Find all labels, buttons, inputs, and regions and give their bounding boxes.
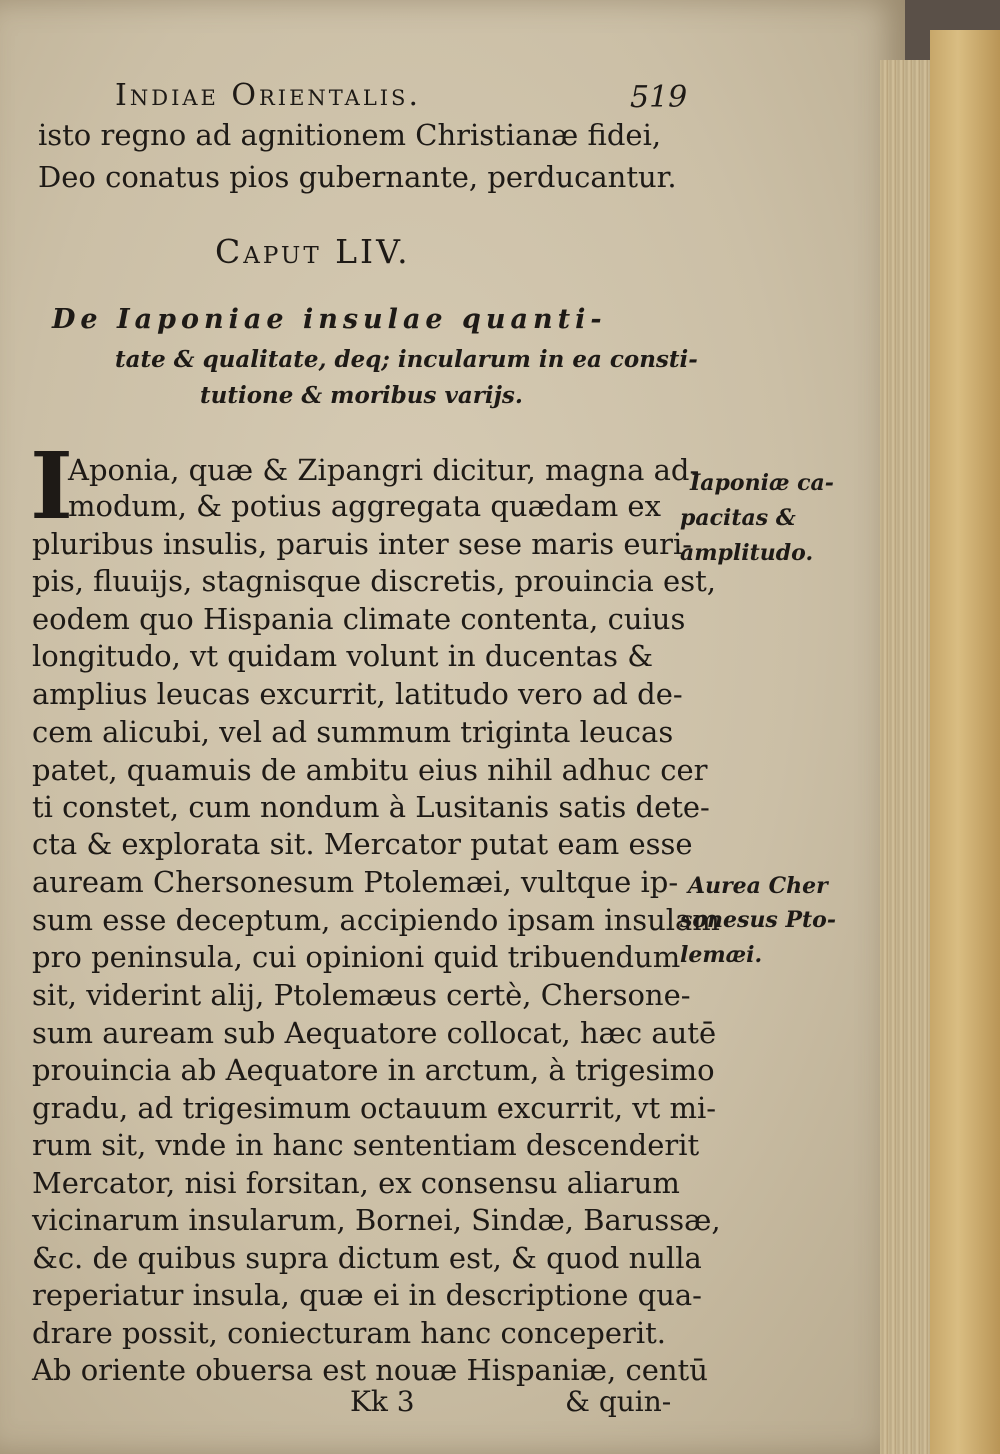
body-line: Mercator, nisi forsitan, ex consensu aliarum: [32, 1166, 680, 1200]
body-line: pis, fluuijs, stagnisque discretis, prouincia est,: [32, 564, 716, 598]
body-line: prouincia ab Aequatore in arctum, à trigesimo: [32, 1053, 715, 1087]
body-line: pro peninsula, cui opinioni quid tribuendum: [32, 940, 681, 974]
body-line: longitudo, vt quidam volunt in ducentas &: [32, 639, 654, 673]
margin-note: amplitudo.: [680, 540, 814, 566]
body-line: vicinarum insularum, Bornei, Sindæ, Barussæ,: [32, 1203, 721, 1237]
margin-note: Iaponiæ ca-: [690, 470, 834, 496]
body-line: pluribus insulis, paruis inter sese maris euri-: [32, 527, 693, 561]
body-line: ti constet, cum nondum à Lusitanis satis dete-: [32, 790, 710, 824]
heading-line-1: De Iaponiae insulae quanti-: [52, 304, 607, 335]
heading-line-3: tutione & moribus varijs.: [200, 382, 523, 409]
body-line: drare possit, coniecturam hanc conceperit.: [32, 1316, 666, 1350]
body-line: sum auream sub Aequatore collocat, hæc autē: [32, 1016, 717, 1050]
margin-note: sonesus Pto-: [680, 907, 836, 933]
body-line: auream Chersonesum Ptolemæi, vultque ip-: [32, 865, 679, 899]
body-line: Ab oriente obuersa est nouæ Hispaniæ, centū: [32, 1353, 708, 1387]
chapter-title: Caput LIV.: [215, 232, 411, 271]
body-line: rum sit, vnde in hanc sententiam descenderit: [32, 1128, 700, 1162]
body-line: patet, quamuis de ambitu eius nihil adhuc cer: [32, 753, 708, 787]
body-line: sum esse deceptum, accipiendo ipsam insulam: [32, 903, 720, 937]
body-line: cta & explorata sit. Mercator putat eam esse: [32, 827, 693, 861]
margin-note: lemæi.: [680, 942, 763, 968]
book-spine: [930, 30, 1000, 1454]
body-line: sit, viderint alij, Ptolemæus certè, Chersone-: [32, 978, 691, 1012]
catchword: & quin-: [565, 1385, 672, 1418]
drop-cap: I: [30, 432, 74, 540]
heading-line-2: tate & qualitate, deq; incularum in ea consti-: [115, 346, 698, 373]
body-line: Aponia, quæ & Zipangri dicitur, magna ad-: [68, 453, 700, 487]
body-line: amplius leucas excurrit, latitudo vero ad de-: [32, 677, 683, 711]
body-line: modum, & potius aggregata quædam ex: [68, 489, 661, 523]
body-line: cem alicubi, vel ad summum triginta leucas: [32, 715, 674, 749]
body-line: gradu, ad trigesimum octauum excurrit, vt mi-: [32, 1091, 717, 1125]
page-number: 519: [630, 80, 688, 115]
intro-line-2: Deo conatus pios gubernante, perducantur.: [38, 160, 677, 194]
running-head: Indiae Orientalis.: [115, 78, 421, 113]
body-line: eodem quo Hispania climate contenta, cuius: [32, 602, 686, 636]
margin-note: Aurea Cher: [688, 873, 828, 899]
intro-line-1: isto regno ad agnitionem Christianæ fidei,: [38, 118, 662, 152]
signature-mark: Kk 3: [350, 1385, 415, 1418]
body-line: reperiatur insula, quæ ei in descriptione qua-: [32, 1278, 702, 1312]
margin-note: pacitas &: [680, 505, 796, 531]
body-line: &c. de quibus supra dictum est, & quod nulla: [32, 1241, 702, 1275]
